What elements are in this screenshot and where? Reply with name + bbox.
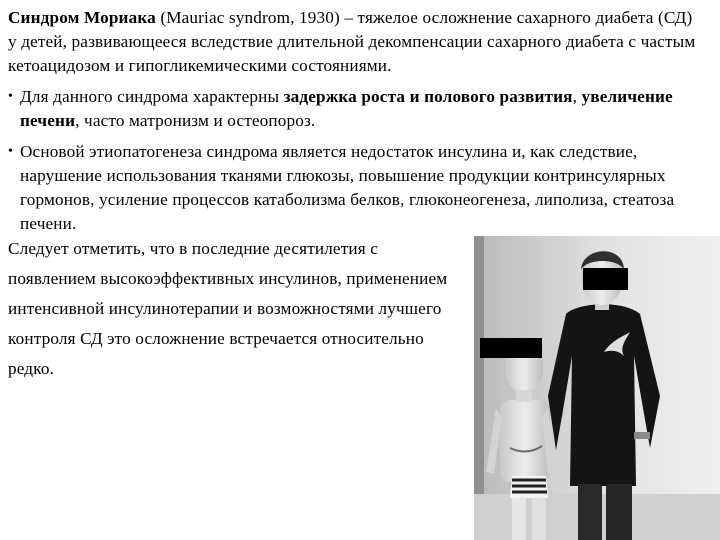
term-mauriac-syndrome: Синдром Мориака bbox=[8, 8, 156, 27]
note-text: Следует отметить, что в последние десятилетия с появлением высокоэффективных инсулинов, применением интенсивной инсулинотерапии и возможностями лучшего контроля СД это осложнение встречается относительно редко. bbox=[8, 239, 448, 378]
paragraph-pathogenesis bbox=[8, 140, 710, 236]
characteristics-intro: Для данного синдрома характерны bbox=[20, 87, 284, 106]
definition-text: (Mauriac syndrom, 1930) – тяжелое осложнение сахарного диабета (СД) у детей, развивающееся вследствие длительной декомпенсации сахарного диабета с частым кетоацидозом и гипогликемическими состояниями. bbox=[8, 8, 696, 75]
patient-photo bbox=[474, 236, 720, 540]
paragraph-characteristics bbox=[8, 85, 710, 133]
paragraph-definition bbox=[8, 6, 698, 78]
characteristics-separator: , bbox=[572, 87, 582, 106]
bullet-marker: • bbox=[8, 144, 14, 159]
characteristic-growth-delay: задержка роста и полового развития bbox=[283, 87, 573, 106]
characteristic-liver-enlargement: увеличение печени bbox=[20, 87, 673, 130]
paragraph-note bbox=[8, 234, 463, 384]
characteristics-rest: , часто матронизм и остеопороз. bbox=[75, 111, 316, 130]
pathogenesis-text: Основой этиопатогенеза синдрома является недостаток инсулина и, как следствие, нарушение использования тканями глюкозы, повышение продукции контринсулярных гормонов, усиление процессов катаболизма белков, глюконеогенеза, липолиза, стеатоза печени. bbox=[20, 142, 675, 233]
bullet-marker: • bbox=[8, 89, 14, 104]
